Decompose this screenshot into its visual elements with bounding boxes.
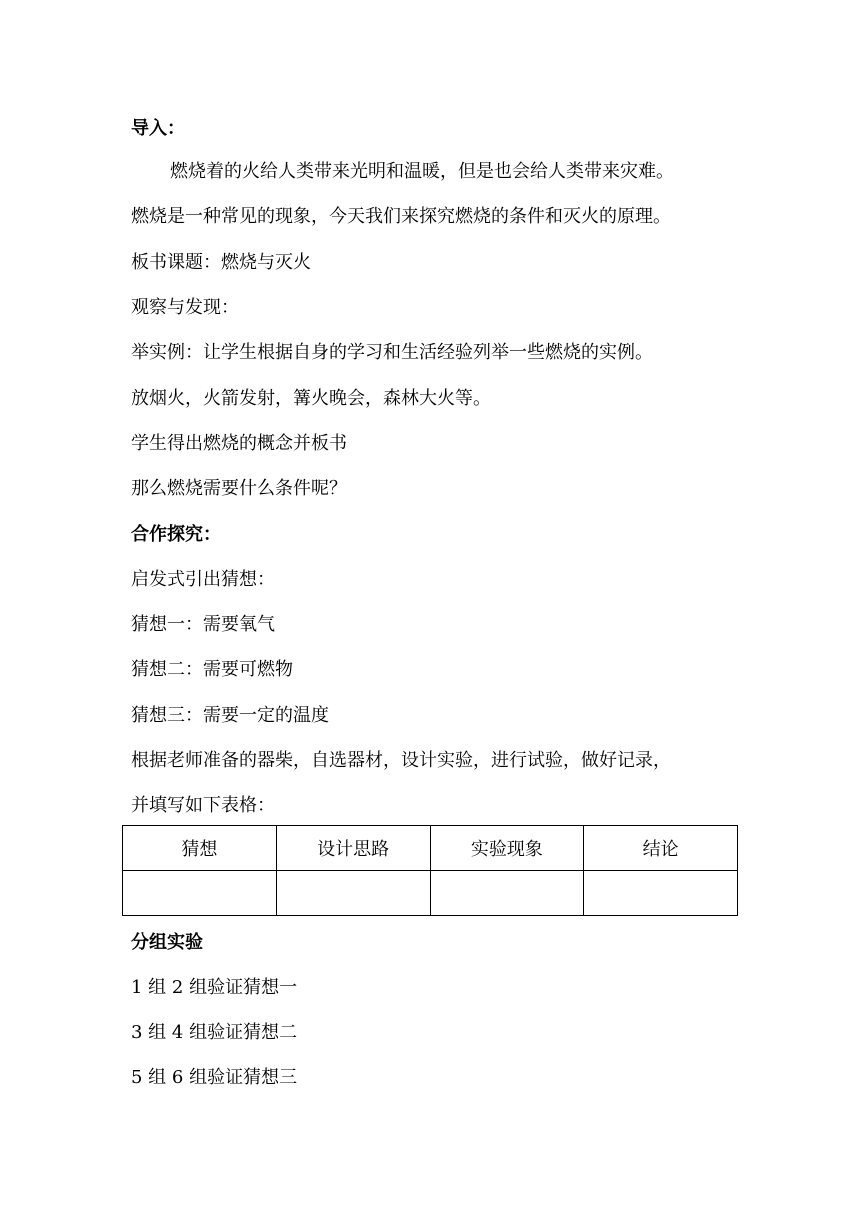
group-line-2: 3 组 4 组验证猜想二	[131, 1022, 298, 1043]
table-header-row	[123, 826, 738, 871]
guess-three: 猜想三：需要一定的温度	[131, 705, 329, 726]
board-title: 板书课题：燃烧与灭火	[131, 252, 311, 273]
table-header-cell: 实验现象	[430, 826, 584, 871]
observe-label: 观察与发现：	[131, 297, 239, 318]
examples-list: 放烟火，火箭发射，篝火晚会，森林大火等。	[131, 388, 491, 409]
group-line-1: 1 组 2 组验证猜想一	[131, 977, 298, 998]
guess-two: 猜想二：需要可燃物	[131, 659, 293, 680]
intro-paragraph-line-2: 燃烧是一种常见的现象，今天我们来探究燃烧的条件和灭火的原理。	[131, 206, 671, 227]
table-header-cell: 设计思路	[276, 826, 430, 871]
coop-heading: 合作探究：	[131, 524, 221, 545]
table-cell	[430, 871, 584, 916]
concept-line: 学生得出燃烧的概念并板书	[131, 433, 347, 454]
table-cell	[123, 871, 277, 916]
instruction-line-2: 并填写如下表格：	[131, 795, 275, 816]
instruction-line-1: 根据老师准备的器柴，自选器材，设计实验，进行试验，做好记录，	[131, 750, 671, 771]
question-line: 那么燃烧需要什么条件呢？	[131, 478, 347, 499]
intro-paragraph-line-1: 燃烧着的火给人类带来光明和温暖，但是也会给人类带来灾难。	[170, 161, 674, 182]
examples-line: 举实例：让学生根据自身的学习和生活经验列举一些燃烧的实例。	[131, 342, 653, 363]
group-line-3: 5 组 6 组验证猜想三	[131, 1067, 298, 1088]
table-header-cell: 结论	[584, 826, 738, 871]
table-header-cell: 猜想	[123, 826, 277, 871]
guess-one: 猜想一：需要氧气	[131, 614, 275, 635]
guess-intro: 启发式引出猜想：	[131, 569, 275, 590]
group-heading: 分组实验	[131, 932, 203, 953]
table-cell	[276, 871, 430, 916]
table-cell	[584, 871, 738, 916]
table-row	[123, 871, 738, 916]
intro-heading: 导入：	[131, 118, 185, 139]
record-table	[122, 825, 738, 916]
